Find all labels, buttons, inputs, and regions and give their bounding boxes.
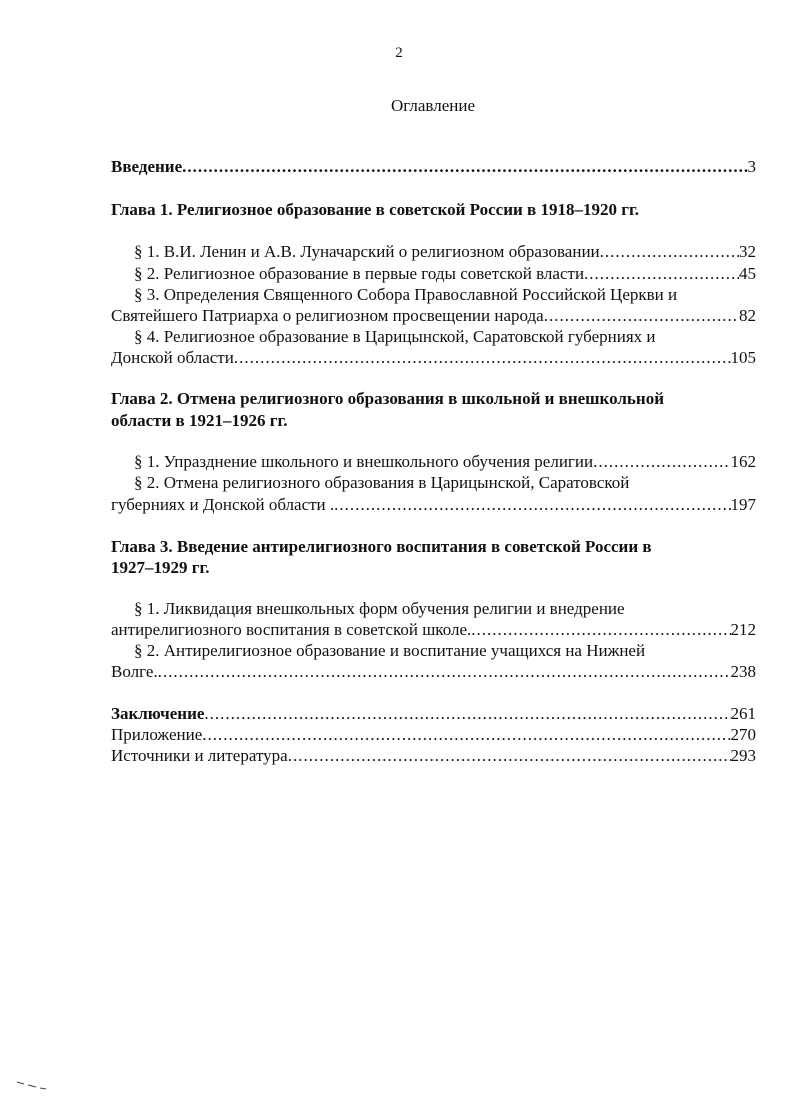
toc-entry-page: 197 bbox=[730, 495, 756, 514]
toc-entry-ch3-s1-line1[interactable]: § 1. Ликвидация внешкольных форм обучения религии и внедрение bbox=[134, 599, 625, 618]
toc-entry-ch1-s4-line1[interactable]: § 4. Религиозное образование в Царицынской, Саратовской губерниях и bbox=[134, 327, 656, 346]
toc-entry-sources[interactable] bbox=[111, 745, 756, 767]
toc-entry-ch1-s4[interactable] bbox=[111, 347, 756, 369]
toc-entry-label: губерниях и Донской области . bbox=[111, 495, 335, 514]
toc-entry-label: Заключение bbox=[111, 704, 205, 723]
toc-entry-page: 82 bbox=[739, 306, 756, 325]
dot-leader bbox=[593, 451, 730, 473]
toc-entry-ch3-s1[interactable] bbox=[111, 619, 756, 641]
toc-entry-page: 45 bbox=[739, 264, 756, 283]
chapter-3-title-line2[interactable]: 1927–1929 гг. bbox=[111, 558, 210, 577]
page-number: 2 bbox=[395, 45, 403, 61]
toc-entry-ch2-s2[interactable] bbox=[111, 494, 756, 516]
toc-entry-appendix[interactable] bbox=[111, 724, 756, 746]
chapter-2-title-line2[interactable]: области в 1921–1926 гг. bbox=[111, 411, 288, 430]
dot-leader bbox=[234, 347, 731, 369]
dot-leader bbox=[202, 724, 730, 746]
toc-entry-label: антирелигиозного воспитания в советской школе. bbox=[111, 620, 472, 639]
dot-leader bbox=[204, 703, 730, 725]
toc-entry-introduction[interactable] bbox=[111, 156, 756, 178]
toc-entry-page: 238 bbox=[730, 662, 756, 681]
toc-entry-page: 105 bbox=[730, 348, 756, 367]
toc-entry-label: Волге. bbox=[111, 662, 158, 681]
toc-entry-ch1-s1[interactable] bbox=[134, 241, 756, 263]
dot-leader bbox=[544, 305, 739, 327]
toc-entry-ch1-s3[interactable] bbox=[111, 305, 756, 327]
page-title: Оглавление bbox=[391, 96, 475, 115]
toc-entry-label: § 2. Религиозное образование в первые годы советской власти bbox=[134, 264, 585, 283]
toc-entry-label: § 1. В.И. Ленин и А.В. Луначарский о религиозном образовании bbox=[134, 242, 600, 261]
dot-leader bbox=[182, 156, 747, 178]
toc-entry-conclusion[interactable] bbox=[111, 703, 756, 725]
toc-entry-page: 32 bbox=[739, 242, 756, 261]
dot-leader bbox=[600, 241, 739, 263]
dot-leader bbox=[334, 494, 730, 516]
toc-entry-ch1-s3-line1[interactable]: § 3. Определения Священного Собора Православной Российской Церкви и bbox=[134, 285, 678, 304]
toc-entry-label: § 1. Упразднение школьного и внешкольного обучения религии bbox=[134, 452, 594, 471]
toc-entry-page: 3 bbox=[747, 157, 756, 176]
toc-entry-page: 261 bbox=[730, 704, 756, 723]
toc-entry-ch3-s2[interactable] bbox=[111, 661, 756, 683]
dot-leader bbox=[471, 619, 730, 641]
toc-entry-label: Святейшего Патриарха о религиозном просвещении народа bbox=[111, 306, 544, 325]
toc-entry-page: 162 bbox=[730, 452, 756, 471]
scan-artifact bbox=[16, 1080, 54, 1090]
toc-entry-page: 212 bbox=[730, 620, 756, 639]
toc-entry-ch2-s1[interactable] bbox=[134, 451, 756, 473]
toc-entry-label: Источники и литература bbox=[111, 746, 288, 765]
dot-leader bbox=[288, 745, 731, 767]
toc-entry-ch3-s2-line1[interactable]: § 2. Антирелигиозное образование и воспитание учащихся на Нижней bbox=[134, 641, 646, 660]
chapter-3-title-line1[interactable]: Глава 3. Введение антирелигиозного воспитания в советской России в bbox=[111, 537, 652, 556]
chapter-2-title-line1[interactable]: Глава 2. Отмена религиозного образования в школьной и внешкольной bbox=[111, 389, 664, 408]
toc-entry-ch2-s2-line1[interactable]: § 2. Отмена религиозного образования в Царицынской, Саратовской bbox=[134, 473, 630, 492]
toc-entry-label: Донской области bbox=[111, 348, 234, 367]
toc-entry-page: 270 bbox=[730, 725, 756, 744]
dot-leader bbox=[158, 661, 731, 683]
toc-entry-ch1-s2[interactable] bbox=[134, 263, 756, 285]
chapter-1-title[interactable]: Глава 1. Религиозное образование в советской России в 1918–1920 гг. bbox=[111, 200, 640, 219]
dot-leader bbox=[584, 263, 739, 285]
toc-entry-page: 293 bbox=[730, 746, 756, 765]
toc-entry-label: Введение bbox=[111, 157, 183, 176]
toc-entry-label: Приложение bbox=[111, 725, 203, 744]
